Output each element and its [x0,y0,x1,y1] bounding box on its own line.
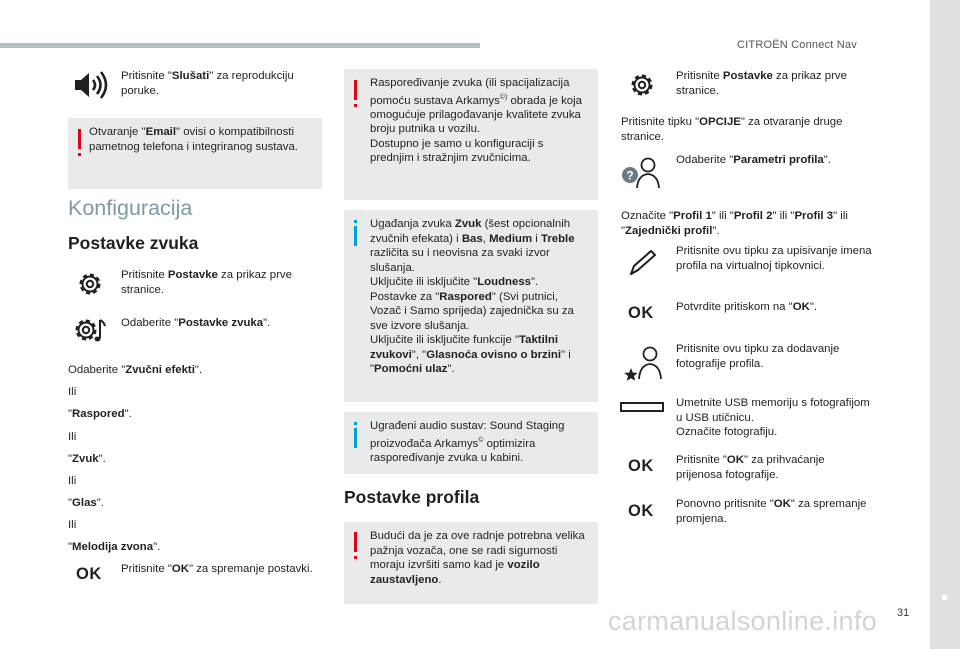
gear-icon [628,71,656,99]
option-raspored: "Raspored". [68,408,132,420]
confirm-ok-instruction: Potvrdite pritiskom na "OK". [676,301,818,313]
warning-box-email: Otvaranje "Email" ovisi o kompatibilnosti pametnog telefona i integriranog sustava. [68,118,322,189]
page-number: 31 [897,607,910,619]
mark-profile-instruction: Označite "Profil 1" ili "Profil 2" ili "Profil 3" ili "Zajednički profil". [621,210,848,237]
insert-usb-instruction: Umetnite USB memoriju s fotografijom u USB utičnicu. Označite fotografiju. [676,397,870,438]
press-options-instruction: Pritisnite tipku "OPCIJE" za otvaranje druge stranice. [621,116,843,143]
press-ok-accept: Pritisnite "OK" za prihvaćanje prijenosa fotografije. [676,454,825,481]
warning-box-profile: Budući da je za ove radnje potrebna velika pažnja vozača, one se radi sigurnosti moraju izvršiti samo kad je vozilo zaustavljeno. [344,522,598,604]
select-sound-settings: Odaberite "Postavke zvuka". [121,317,271,329]
ok-icon: OK [628,457,654,475]
press-enter-name: Pritisnite ovu tipku za upisivanje imena profila na virtualnoj tipkovnici. [676,245,872,272]
or-text: Ili [68,475,77,487]
or-text: Ili [68,386,77,398]
gear-music-icon [73,316,109,346]
or-text: Ili [68,431,77,443]
top-rule [0,43,480,48]
listen-instruction: Pritisnite "Slušati" za reprodukciju poruke. [121,70,294,97]
speaker-icon [73,70,109,100]
subsection-title-profile: Postavke profila [344,487,480,507]
subsection-title-sound: Postavke zvuka [68,233,199,253]
press-ok-again: Ponovno pritisnite "OK" za spremanje promjena. [676,498,867,525]
warning-box-distribution: Raspoređivanje zvuka (ili spacijalizacija pomoću sustava Arkamys©) obrada je koja omogućuje prilagođavanje kvalitete zvuka broju putnika u vozilu. Dostupno je samo u konfiguraciji s prednjim i stražnjim zvučnicima. [344,69,598,200]
ok-icon: OK [628,304,654,322]
ok-icon: OK [76,565,102,583]
page-header-title: CITROËN Connect Nav [737,39,857,51]
option-melodija: "Melodija zvona". [68,541,161,553]
usb-slot-icon [620,402,664,412]
info-box-audio-system: Ugrađeni audio sustav: Sound Staging proizvođača Arkamys© optimizira raspoređivanje zvuka u kabini. [344,412,598,474]
gear-icon [76,270,104,298]
or-text: Ili [68,519,77,531]
profile-avatar-icon [620,155,662,191]
press-ok-save: Pritisnite "OK" za spremanje postavki. [121,563,313,575]
option-glas: "Glas". [68,497,104,509]
pencil-icon [627,248,659,278]
press-settings-instruction: Pritisnite Postavke za prikaz prve stranice. [121,269,292,296]
profile-photo-star-icon [622,344,662,382]
section-title: Konfiguracija [68,196,193,220]
watermark: carmanualsonline.info [608,606,877,636]
question-mark-glyph: ? [626,168,634,183]
info-box-sound-settings: Ugađanja zvuka Zvuk (šest opcionalnih zvučnih efekata) i Bas, Medium i Treble različita su i neovisna za svaki izvor slušanja. Uključite ili isključite "Loudness". Postavke za "Raspored" (Svi putnici, Vozač i Samo sprijeda) zajednička su za sve izvore slušanja. Uključite ili isključite funkcije "Taktilni zvukovi", "Glasnoća ovisno o brzini" i "Pomoćni ulaz". [344,210,598,402]
select-sound-effects: Odaberite "Zvučni efekti". [68,364,203,376]
press-settings-instruction: Pritisnite Postavke za prikaz prve stranice. [676,70,847,97]
ok-icon: OK [628,502,654,520]
select-profile-parameters: Odaberite "Parametri profila". [676,154,831,166]
press-add-photo: Pritisnite ovu tipku za dodavanje fotografije profila. [676,343,840,370]
side-tab [930,0,960,649]
option-zvuk: "Zvuk". [68,453,106,465]
